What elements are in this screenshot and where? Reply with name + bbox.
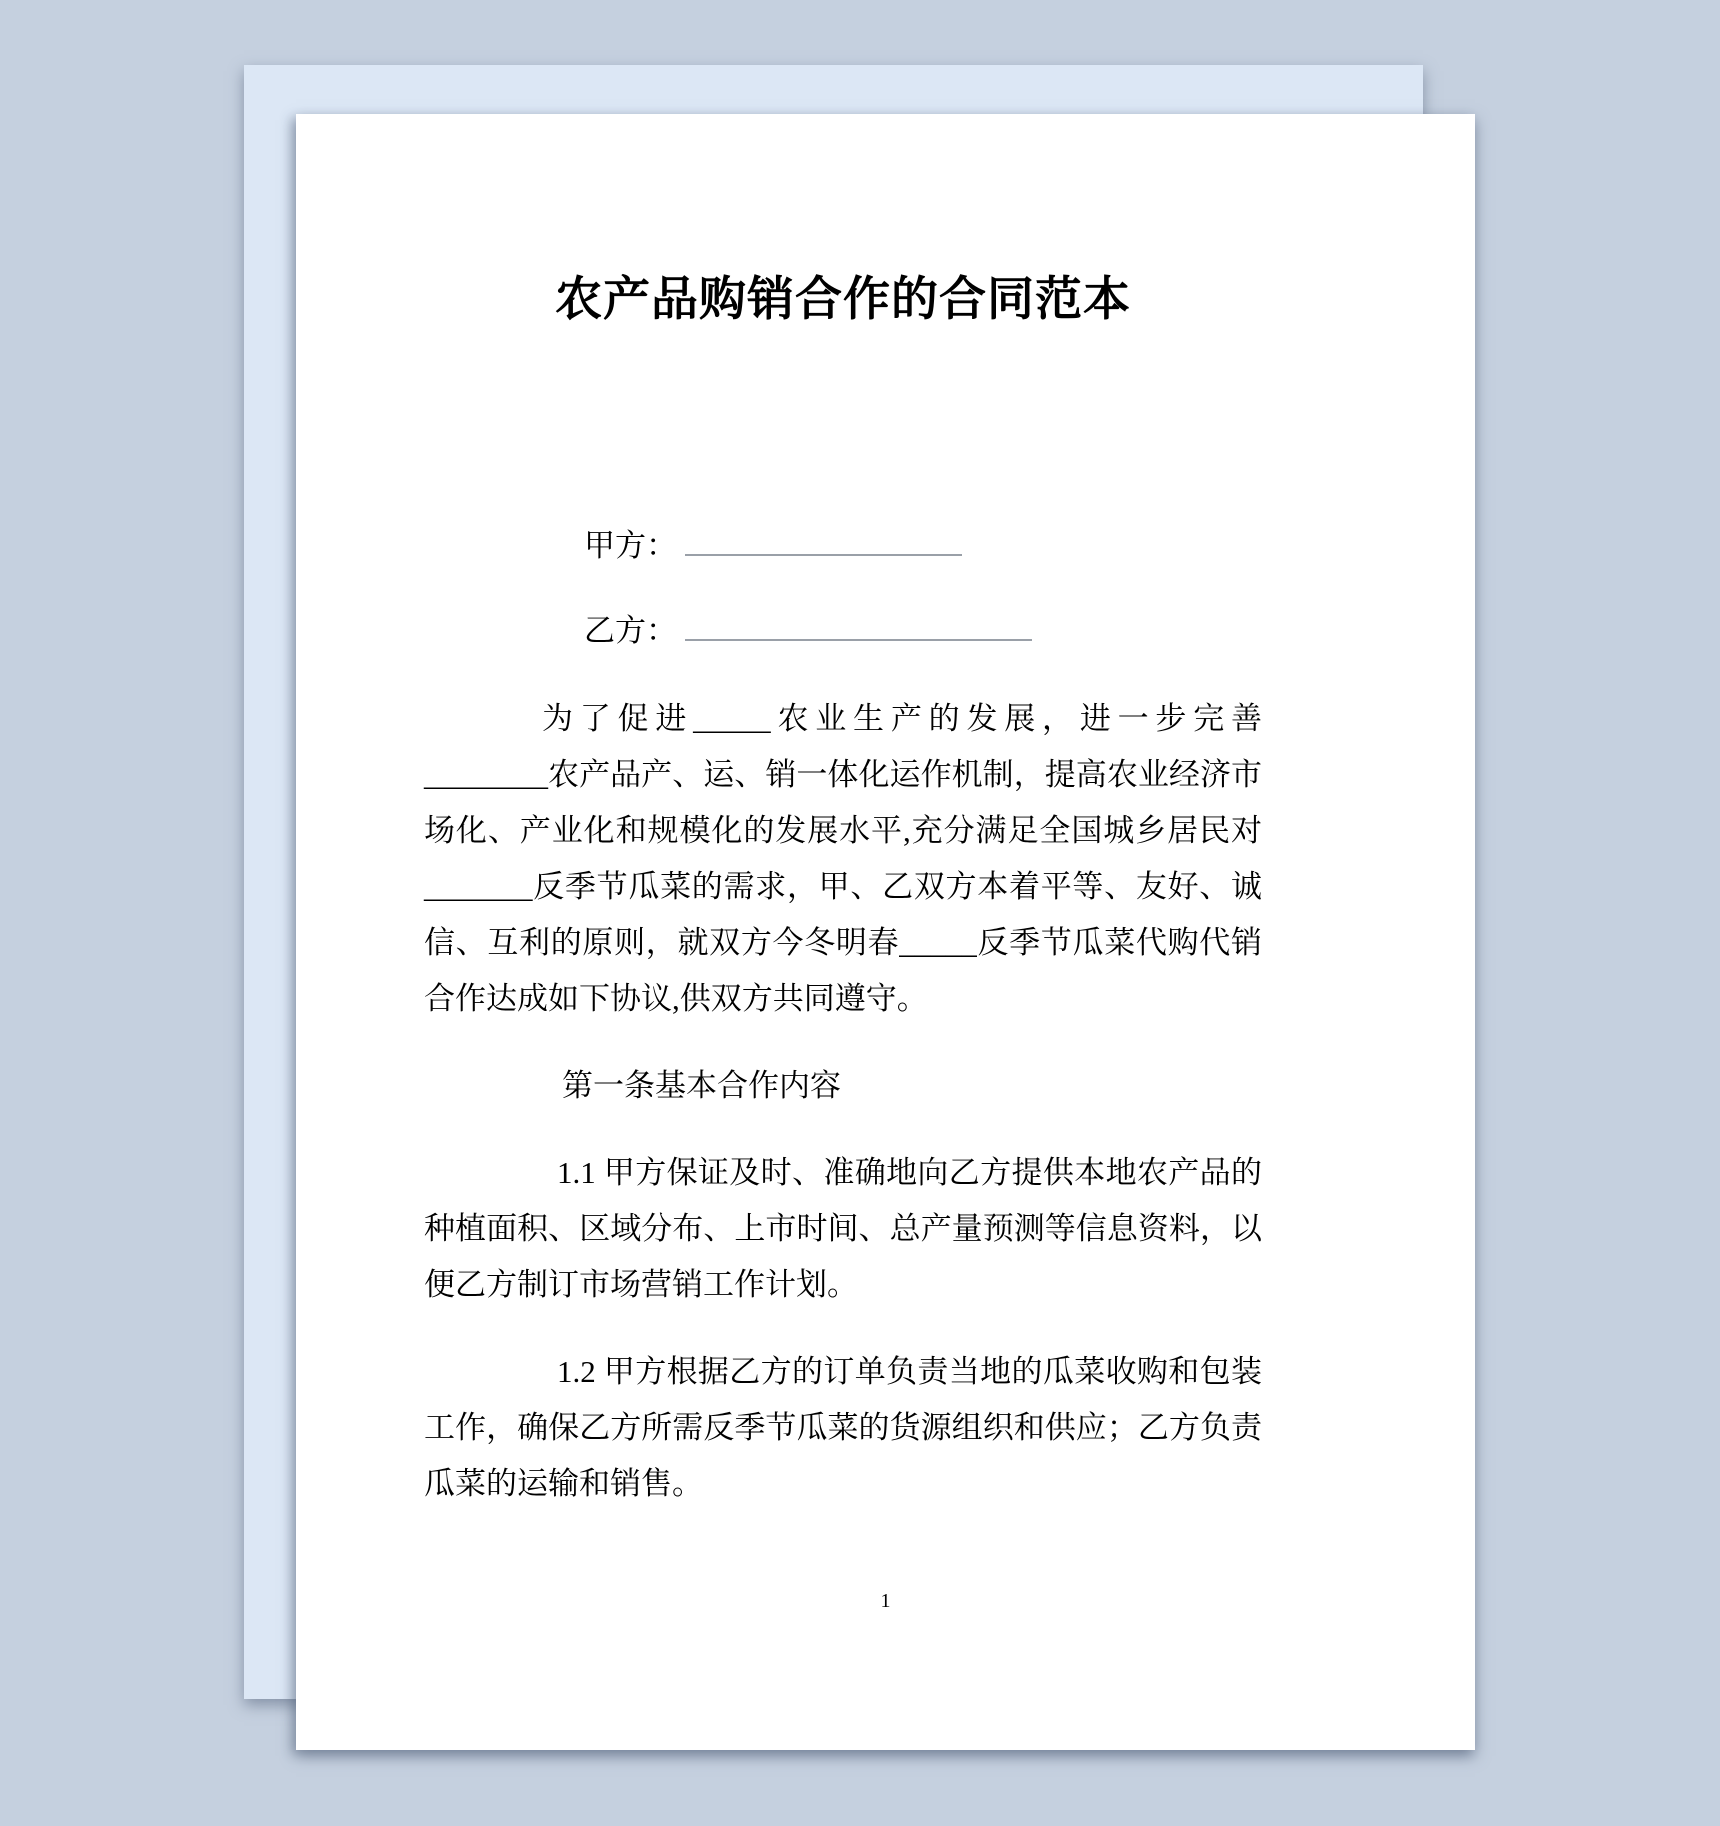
party-a-label: 甲方： bbox=[584, 528, 677, 563]
section-heading: 第一条基本合作内容 bbox=[562, 1068, 841, 1103]
document-page bbox=[296, 114, 1475, 1750]
page-number: 1 bbox=[880, 1590, 891, 1612]
party-b-line bbox=[424, 603, 1262, 659]
document-content bbox=[424, 114, 1262, 1512]
clause-1-2: 1.2 甲方根据乙方的订单负责当地的瓜菜收购和包装工作，确保乙方所需反季节瓜菜的货源组织和供应；乙方负责瓜菜的运输和销售。 bbox=[424, 1354, 1262, 1501]
intro-paragraph: 为了促进_____农业生产的发展，进一步完善________农产品产、运、销一体化运作机制，提高农业经济市场化、产业化和规模化的发展水平,充分满足全国城乡居民对_______反季节瓜菜的需求，甲、乙双方本着平等、友好、诚信、互利的原则，就双方今冬明春_____反季节瓜菜代购代销合作达成如下协议,供双方共同遵守。 bbox=[424, 701, 1262, 1016]
party-b-blank-line bbox=[685, 608, 1032, 641]
party-b-label: 乙方： bbox=[584, 613, 677, 648]
party-a-line bbox=[424, 518, 1262, 574]
document-title: 农产品购销合作的合同范本 bbox=[555, 272, 1131, 325]
party-a-blank-line bbox=[685, 523, 962, 556]
clause-1-1: 1.1 甲方保证及时、准确地向乙方提供本地农产品的种植面积、区域分布、上市时间、总产量预测等信息资料，以便乙方制订市场营销工作计划。 bbox=[424, 1155, 1262, 1302]
